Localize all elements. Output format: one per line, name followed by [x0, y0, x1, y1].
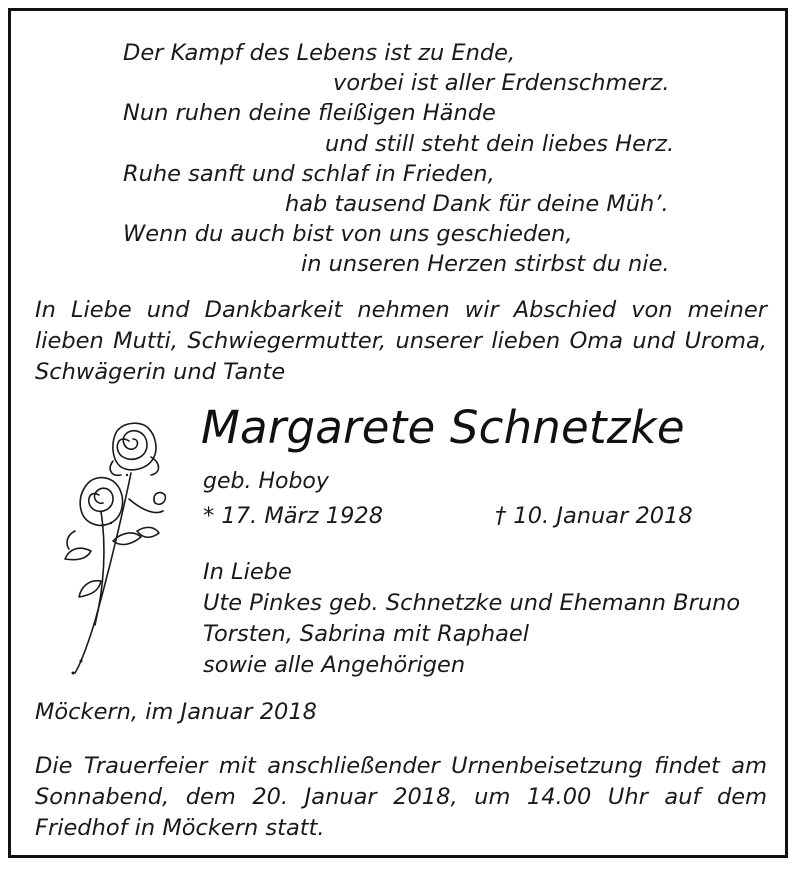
relatives-line: sowie alle Angehörigen: [203, 652, 466, 678]
rose-illustration-icon: [51, 411, 171, 681]
poem-line: Nun ruhen deine fleißigen Hände: [123, 100, 496, 126]
poem-line: vorbei ist aller Erdenschmerz.: [333, 70, 670, 96]
relatives-line: Ute Pinkes geb. Schnetzke und Ehemann Bruno: [203, 590, 741, 616]
birth-date: * 17. März 1928: [203, 503, 384, 529]
intro-text: In Liebe und Dankbarkeit nehmen wir Abschied von meiner lieben Mutti, Schwiegermutter, unserer lieben Oma und Uroma, Schwägerin und Tante: [35, 297, 767, 385]
deceased-name: Margarete Schnetzke: [201, 401, 685, 454]
poem-line: Ruhe sanft und schlaf in Frieden,: [123, 161, 495, 187]
relatives-line: Torsten, Sabrina mit Raphael: [203, 621, 529, 647]
maiden-name: geb. Hoboy: [203, 469, 329, 494]
poem-line: in unseren Herzen stirbst du nie.: [301, 251, 670, 277]
funeral-info: Die Trauerfeier mit anschließender Urnenbeisetzung findet am Sonnabend, dem 20. Januar 2018, um 14.00 Uhr auf dem Friedhof in Möckern statt.: [35, 753, 767, 841]
poem-line: und still steht dein liebes Herz.: [325, 131, 675, 157]
poem-line: Der Kampf des Lebens ist zu Ende,: [123, 40, 516, 66]
obituary-frame: [8, 8, 788, 858]
poem-line: hab tausend Dank für deine Müh’.: [285, 191, 669, 217]
relatives-line: In Liebe: [203, 559, 292, 585]
poem-line: Wenn du auch bist von uns geschieden,: [123, 221, 573, 247]
place-date: Möckern, im Januar 2018: [35, 699, 317, 725]
death-date: † 10. Januar 2018: [495, 503, 693, 529]
